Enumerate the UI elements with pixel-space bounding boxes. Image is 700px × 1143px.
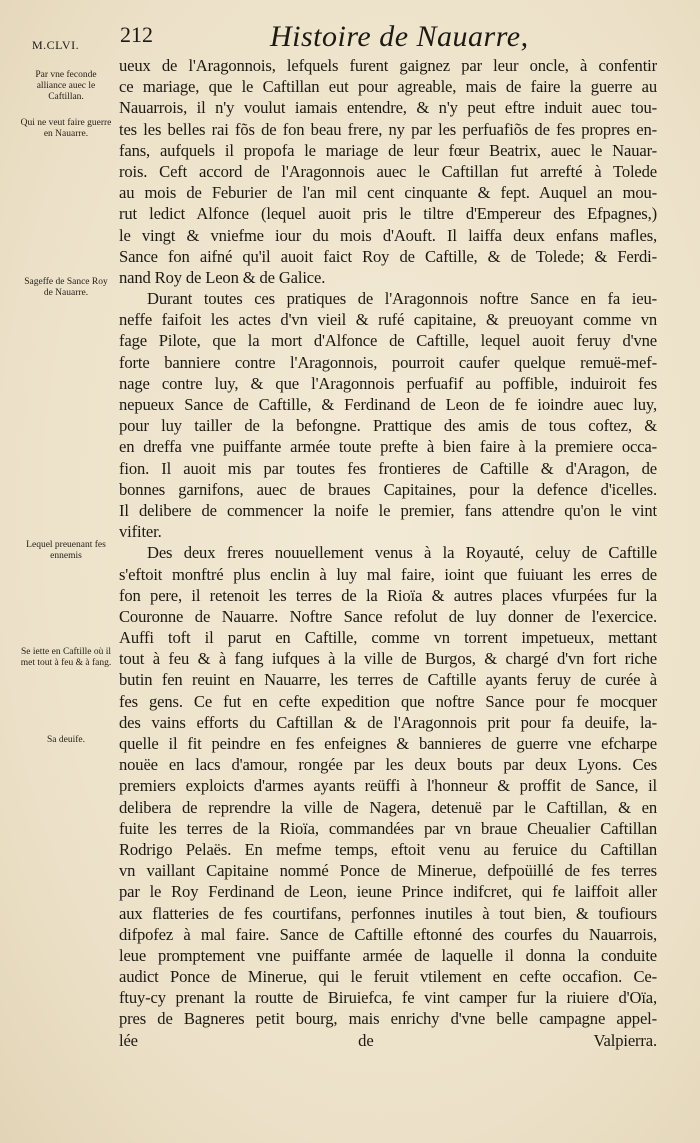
text-line: Des deux freres nouuellement venus à la Royauté, celuy de Caftille — [147, 543, 657, 563]
text-line: Rodrigo Pelaës. En mefme temps, eftoit venu au feruice du Caftillan — [119, 839, 657, 859]
text-line: nouëe en lacs d'amour, rongée par les deux bouts par deux Lyons. Ces — [119, 755, 657, 775]
text-line: nepueux Sance de Caftille, & Ferdinand de Leon de fe ioindre auec luy, — [119, 395, 657, 414]
text-line: le vingt & vniefme iour du mois d'Aouft. Il laiffa deux enfans mafles, — [119, 225, 657, 245]
text-line: vifiter. — [119, 522, 162, 542]
text-line: fans, aufquels il propofa le mariage de leur fœur Beatrix, auec le Nauar- — [119, 140, 657, 160]
margin-note: Sa deuife. — [47, 735, 85, 745]
text-line: lée de Valpierra. — [119, 1030, 657, 1050]
text-line: tes les belles rai fõs de fon beau frere, ny par les perfuafiõs de fes propres en- — [119, 119, 657, 139]
text-line: neffe faifoit les actes d'vn vieil & rufé capitaine, & preuoyant comme vn — [119, 310, 657, 330]
text-line: ueux de l'Aragonnois, lefquels furent gaignez par leur oncle, à confentir — [119, 56, 657, 75]
text-line: au mois de Feburier de l'an mil cent cinquante & fept. Auquel an mou- — [119, 183, 657, 203]
text-line: butin fen reuint en Nauarre, les terres de Caftille ayants feruy de curée à — [119, 670, 657, 690]
text-line: quelle il fit peindre en fes enfeignes & bannieres de guerre vne efcharpe — [119, 734, 657, 753]
margin-note: Se iette en Caftille où il met tout à feu & à fang. — [20, 647, 112, 668]
text-line: fage Pilote, que la mort d'Alfonce de Caftille, lequel auoit feruy d'vne — [119, 331, 657, 351]
margin-notes — [0, 0, 116, 1143]
body-text — [119, 55, 657, 1051]
text-line: bonnes garnifons, auec de braues Capitaines, pour la defence d'icelles. — [119, 479, 657, 499]
text-line: aux flatteries de fes courtifans, perfonnes inutiles à tout bien, & toufiours — [119, 903, 657, 923]
text-line: fes gens. Ce fut en cefte expedition que noftre Sance pour fe mocquer — [119, 691, 657, 711]
text-line: leue promptement vne puiffante armée de laquelle il donna la conduite — [119, 945, 657, 965]
text-line: Sance fon aifné qu'il auoit faict Roy de Caftille, & de Tolede; & Ferdi- — [119, 246, 657, 266]
text-line: pres de Bagneres petit bourg, mais enrichy d'vne belle campagne appel- — [119, 1009, 657, 1029]
text-line: nage contre luy, & que l'Aragonnois perfuafif au poffible, induiroit fes — [119, 373, 657, 393]
text-line: rut ledict Alfonce (lequel auoit pris le tiltre d'Empereur des Efpagnes,) — [119, 204, 657, 224]
margin-note: Par vne feconde alliance auec le Caftillan. — [35, 70, 97, 102]
text-line: difpofez à mal faire. Sance de Caftille eftonné des courfes du Nauarrois, — [119, 924, 657, 944]
text-line: forte banniere contre l'Aragonnois, pourroit caufer quelque remuë-mef- — [119, 352, 657, 372]
text-line: pour luy tailler de la befongne. Prattique des amis de tous coftez, & — [119, 416, 657, 436]
text-line: fon pere, il retenoit les terres de la Rioïa & autres places vfurpées fur la — [119, 585, 657, 605]
text-line: en dreffa vne puiffante armée toute prefte à bien faire à la premiere occa- — [119, 437, 657, 457]
text-line: rois. Ceft accord de l'Aragonnois auec le Caftillan fut arrefté à Tolede — [119, 161, 657, 181]
text-line: premiers exploicts d'armes ayants reüffi à l'honneur & proffit de Sance, il — [119, 776, 657, 796]
margin-note: Qui ne veut faire guerre en Nauarre. — [20, 118, 112, 139]
margin-note: Sageffe de Sance Roy de Nauarre. — [24, 277, 108, 298]
text-line: fuite les terres de la Rioïa, commandées par vn braue Cheualier Caftillan — [119, 818, 657, 838]
text-line: Couronne de Nauarre. Noftre Sance refolut de luy donner de l'exercice. — [119, 606, 657, 626]
running-title: Histoire de Nauarre, — [270, 20, 529, 53]
text-line: des vains efforts du Caftillan & de l'Aragonnois prit pour fa deuife, la- — [119, 712, 657, 732]
text-line: tout à feu & à fang iufques à la ville de Burgos, & chargé d'vn fort riche — [119, 649, 657, 669]
text-line: fion. Il auoit mis par toutes fes frontieres de Caftille & d'Aragon, de — [119, 458, 657, 478]
text-line: Auffi toft il parut en Caftille, comme vn torrent impetueux, mettant — [119, 628, 657, 648]
text-line: nand Roy de Leon & de Galice. — [119, 267, 326, 287]
text-line: Durant toutes ces pratiques de l'Aragonnois noftre Sance en fa ieu- — [147, 289, 657, 309]
text-line: vn vaillant Capitaine nommé Ponce de Minerue, defpoüillé de fes terres — [119, 861, 657, 881]
text-line: audict Ponce de Minerue, qui le feruit vtilement en cefte occafion. Ce- — [119, 967, 657, 987]
text-line: Il delibere de commencer la noife le premier, fans attendre qu'on le vint — [119, 500, 657, 520]
text-line: ce mariage, que le Caftillan eut pour agreable, mais de faire la guerre au — [119, 77, 657, 97]
page-number: 212 — [120, 22, 153, 47]
text-line: Nauarrois, il n'y voulut iamais entendre, & n'y peut eftre induit auec tou- — [119, 98, 657, 118]
header-year: M.CLVI. — [32, 38, 80, 52]
text-line: s'eftoit monftré plus enclin à luy mal faire, ioint que fuiuant les erres de — [119, 564, 657, 584]
margin-note: Lequel preuenant fes ennemis — [26, 540, 106, 561]
text-line: ftuy-cy prenant la routte de Biruiefca, fe vint camper fur la riuiere d'Oïa, — [119, 988, 657, 1008]
text-line: delibera de reprendre la ville de Nagera, detenuë par le Caftillan, & en — [119, 797, 657, 817]
text-line: par le Roy Ferdinand de Leon, ieune Prince indifcret, qui fe laiffoit aller — [119, 882, 657, 902]
